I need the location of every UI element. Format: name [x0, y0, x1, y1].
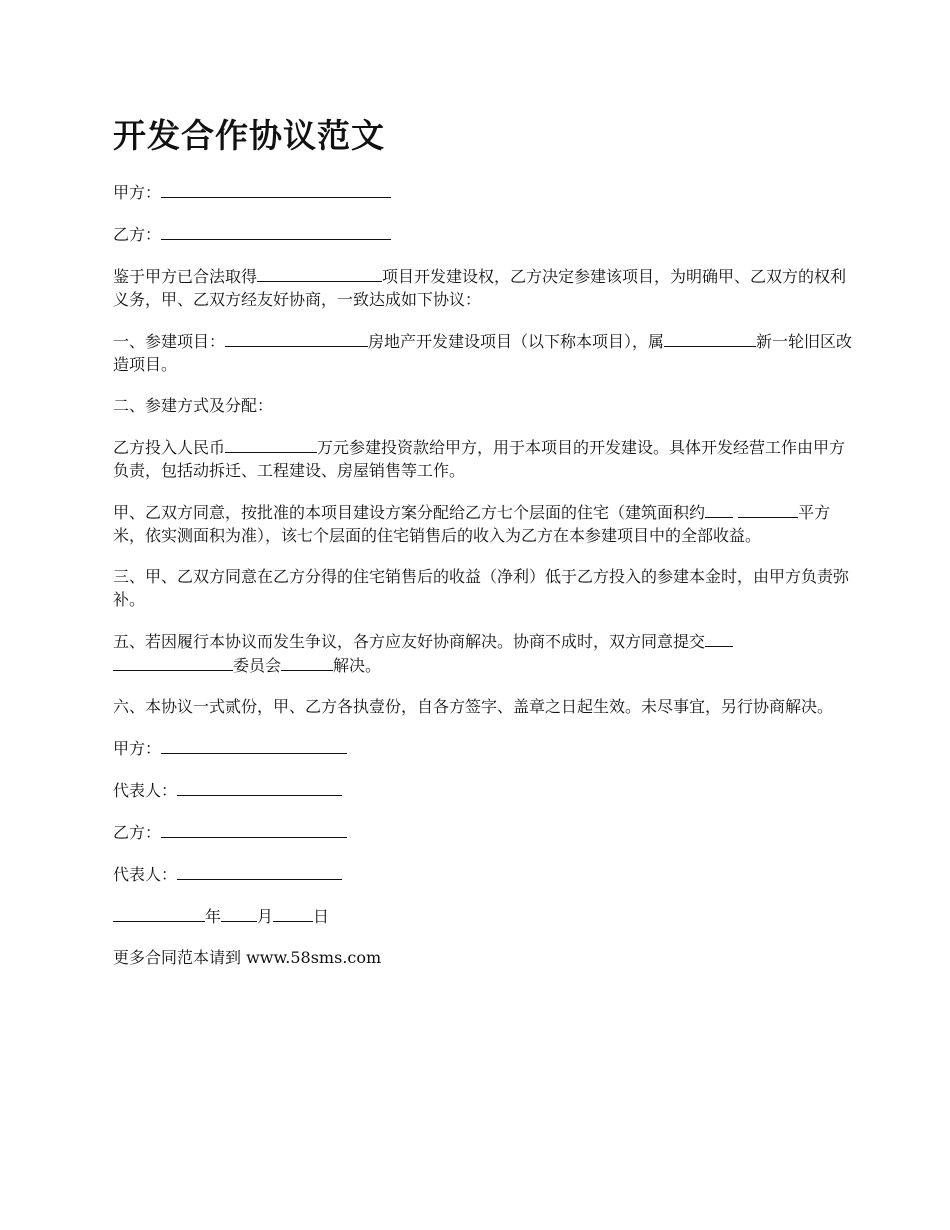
sign-rep-a — [113, 778, 853, 802]
year-blank[interactable] — [113, 904, 205, 922]
clause-5 — [113, 629, 853, 677]
arbitration-blank-2[interactable] — [113, 653, 233, 671]
intro-text-2: 项目开发建设权，乙方决定参建该项目，为明确甲、乙双方的权利义务，甲、乙双方经友好协商，一致达成如下协议： — [113, 267, 847, 309]
clause-1-text-1: 一、参建项目： — [113, 332, 226, 351]
project-name-blank[interactable] — [225, 329, 368, 347]
sign-party-a-blank[interactable] — [161, 736, 347, 754]
contract-document — [113, 112, 853, 987]
party-a-blank[interactable] — [161, 180, 391, 198]
category-blank[interactable] — [664, 329, 756, 347]
clause-1 — [113, 329, 853, 376]
day-label: 日 — [313, 907, 330, 926]
clause-5-text-1: 五、若因履行本协议而发生争议，各方应友好协商解决。协商不成时，双方同意提交 — [113, 632, 706, 651]
sign-rep-a-blank[interactable] — [177, 778, 342, 796]
sign-party-b-label: 乙方： — [113, 823, 162, 842]
footer-link-text[interactable]: 更多合同范本请到 www.58sms.com — [113, 948, 382, 967]
clause-2-para-2 — [113, 500, 853, 547]
project-blank[interactable] — [257, 264, 382, 282]
signature-block — [113, 736, 853, 928]
clause-2-p2-text-2: 平方米，依实测面积为准），该七个层面的住宅销售后的收入为乙方在本参建项目中的全部收益。 — [113, 503, 831, 545]
intro-text-1: 鉴于甲方已合法取得 — [113, 267, 258, 286]
sign-date — [113, 904, 853, 928]
clause-2-heading: 二、参建方式及分配： — [113, 396, 274, 415]
month-label: 月 — [257, 907, 274, 926]
clause-5-text-2: 委员会 — [233, 656, 282, 675]
arbitration-blank-3[interactable] — [281, 653, 333, 671]
sign-rep-b — [113, 862, 853, 886]
area-blank-2[interactable] — [738, 500, 798, 518]
clause-2-para-1 — [113, 435, 853, 482]
month-blank[interactable] — [221, 904, 257, 922]
sign-party-b — [113, 820, 853, 844]
sign-rep-b-blank[interactable] — [177, 862, 342, 880]
sign-party-b-blank[interactable] — [161, 820, 347, 838]
party-b-blank[interactable] — [161, 222, 391, 240]
day-blank[interactable] — [273, 904, 313, 922]
party-a-line — [113, 180, 853, 204]
clause-5-text-3: 解决。 — [333, 656, 382, 675]
clause-3: 三、甲、乙双方同意在乙方分得的住宅销售后的收益（净利）低于乙方投入的参建本金时，由甲方负责弥补。 — [113, 567, 850, 609]
clause-2-p2-text-1: 甲、乙双方同意，按批准的本项目建设方案分配给乙方七个层面的住宅（建筑面积约 — [113, 503, 706, 522]
sign-party-a-label: 甲方： — [113, 739, 162, 758]
clause-2-p1-text-2: 万元参建投资款给甲方，用于本项目的开发建设。具体开发经营工作由甲方负责，包括动拆迁、工程建设、房屋销售等工作。 — [113, 438, 846, 480]
intro-paragraph — [113, 264, 853, 311]
clause-1-text-2: 房地产开发建设项目（以下称本项目），属 — [368, 332, 665, 351]
investment-amount-blank[interactable] — [225, 435, 317, 453]
year-label: 年 — [205, 907, 222, 926]
sign-party-a — [113, 736, 853, 760]
party-b-line — [113, 222, 853, 246]
clause-6: 六、本协议一式贰份，甲、乙方各执壹份，自各方签字、盖章之日起生效。未尽事宜，另行协商解决。 — [113, 697, 834, 716]
clause-1-text-3: 新一轮旧区改造项目。 — [113, 332, 853, 374]
arbitration-blank-1[interactable] — [705, 629, 733, 647]
party-b-label: 乙方： — [113, 225, 162, 244]
sign-rep-a-label: 代表人： — [113, 781, 178, 800]
document-title: 开发合作协议范文 — [113, 116, 385, 155]
sign-rep-b-label: 代表人： — [113, 865, 178, 884]
party-a-label: 甲方： — [113, 183, 162, 202]
area-blank-1[interactable] — [705, 500, 733, 518]
clause-2-p1-text-1: 乙方投入人民币 — [113, 438, 226, 457]
